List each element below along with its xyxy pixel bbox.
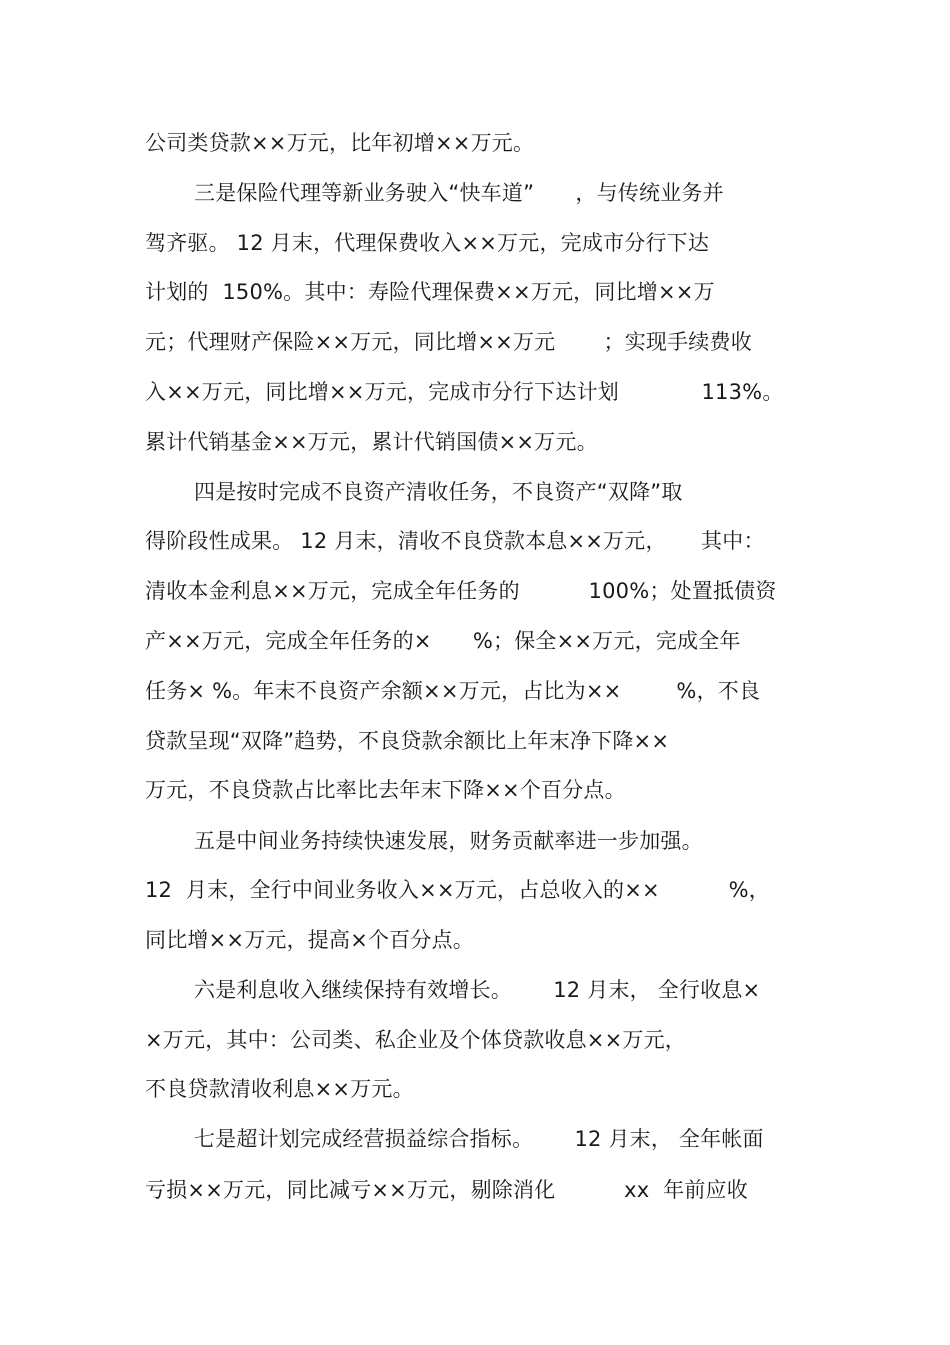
- paragraph-line: 万元，不良贷款占比率比去年末下降××个百分点。: [145, 778, 626, 802]
- paragraph-line: 计划的 150%。其中：寿险代理保费××万元，同比增××万: [145, 280, 715, 304]
- paragraph-line: 累计代销基金××万元，累计代销国债××万元。: [145, 430, 598, 454]
- paragraph-line: 亏损××万元，同比减亏××万元，剔除消化 xx 年前应收: [145, 1178, 748, 1202]
- paragraph-line: 得阶段性成果。 12 月末，清收不良贷款本息××万元， 其中：: [145, 529, 765, 553]
- paragraph-line: 清收本金利息××万元，完成全年任务的 100%；处置抵债资: [145, 579, 777, 603]
- paragraph-line: 贷款呈现“双降”趋势，不良贷款余额比上年末净下降××: [145, 729, 670, 753]
- paragraph-line: 四是按时完成不良资产清收任务，不良资产“双降”取: [194, 480, 683, 504]
- paragraph-line: 六是利息收入继续保持有效增长。 12 月末， 全行收息×: [194, 978, 761, 1002]
- paragraph-line: 不良贷款清收利息××万元。: [145, 1077, 414, 1101]
- paragraph-line: ×万元，其中：公司类、私企业及个体贷款收息××万元，: [145, 1028, 686, 1052]
- paragraph-line: 同比增××万元，提高×个百分点。: [145, 928, 474, 952]
- paragraph-line: 12 月末，全行中间业务收入××万元，占总收入的×× %，: [145, 878, 770, 902]
- paragraph-line: 元；代理财产保险××万元，同比增××万元 ；实现手续费收: [145, 330, 752, 354]
- paragraph-line: 公司类贷款××万元，比年初增××万元。: [145, 131, 535, 155]
- paragraph-line: 入××万元，同比增××万元，完成市分行下达计划 113%。: [145, 380, 784, 404]
- paragraph-line: 三是保险代理等新业务驶入“快车道” ，与传统业务并: [194, 181, 724, 205]
- paragraph-line: 七是超计划完成经营损益综合指标。 12 月末， 全年帐面: [194, 1127, 764, 1151]
- paragraph-line: 任务× %。年末不良资产余额××万元，占比为×× %，不良: [145, 679, 761, 703]
- paragraph-line: 驾齐驱。 12 月末，代理保费收入××万元，完成市分行下达: [145, 231, 710, 255]
- paragraph-line: 产××万元，完成全年任务的× %；保全××万元，完成全年: [145, 629, 741, 653]
- paragraph-line: 五是中间业务持续快速发展，财务贡献率进一步加强。: [194, 829, 703, 853]
